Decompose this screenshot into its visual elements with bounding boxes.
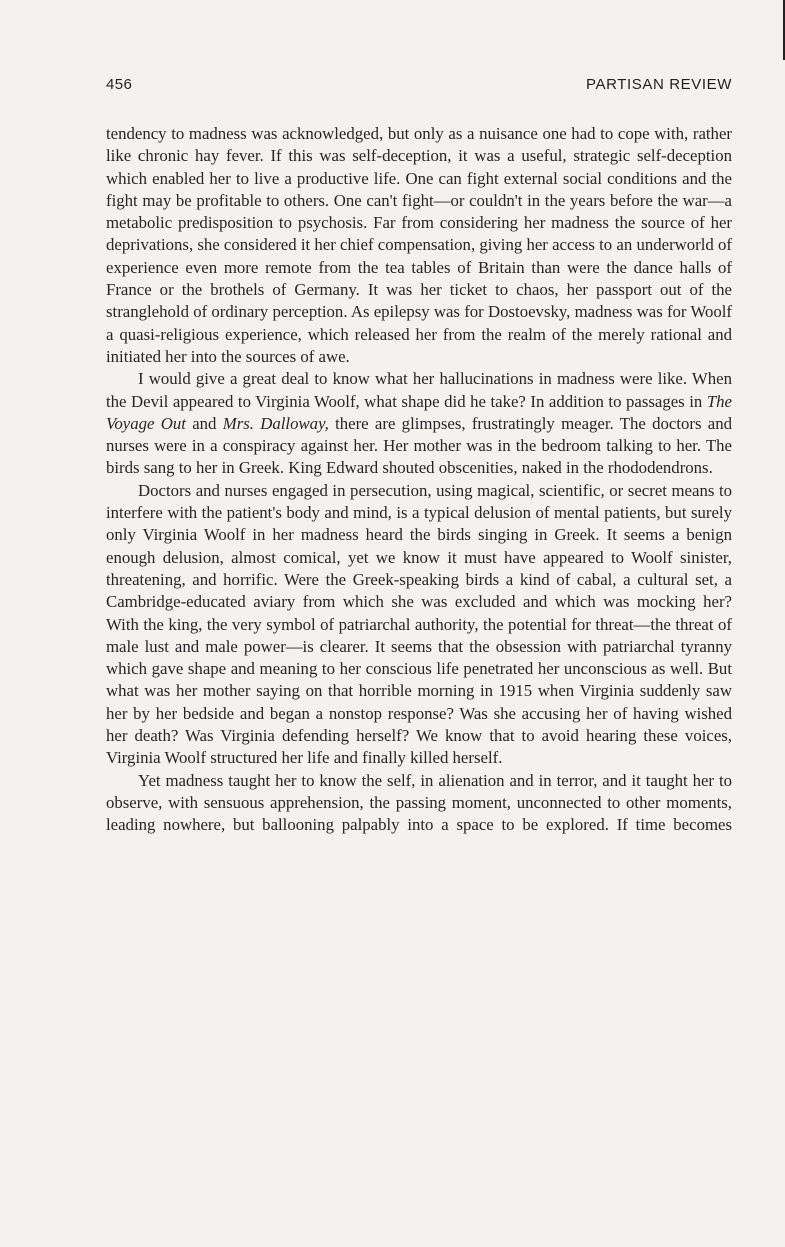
running-head	[106, 76, 732, 98]
paragraph-2-text-after: there are glimpses, frustratingly meager. The doctors and nurses were in a conspiracy against her. Her mother was in the bedroom talking to her. The birds sang to her in Greek. King Edward shouted obscenities, naked in the rhododendrons.	[106, 413, 733, 478]
page-number: 456	[106, 76, 133, 93]
body-text	[106, 123, 732, 837]
paragraph-4: Yet madness taught her to know the self, in alienation and in terror, and it taught her to observe, with sensuous apprehension, the passing moment, unconnected to other moments, leading nowhere, but ballooning palpably into a space to be explored. If time becomes	[106, 770, 732, 835]
paragraph-2-text-before: I would give a great deal to know what her hallucinations in madness were like. When the Devil appeared to Virginia Woolf, what shape did he take? In addition to passages in	[106, 369, 732, 411]
book-title-mrs-dalloway: Mrs. Dalloway,	[222, 413, 329, 433]
paragraph-2	[106, 368, 732, 479]
book-title-voyage-out: The Voyage Out	[106, 391, 732, 433]
journal-title: PARTISAN REVIEW	[586, 76, 732, 93]
paragraph-3: Doctors and nurses engaged in persecution, using magical, scientific, or secret means to interfere with the patient's body and mind, is a typical delusion of mental patients, but surely only Virginia Woolf in her madness heard the birds singing in Greek. It seems a benign enough delusion, almost comical, yet we know it must have appeared to Woolf sinister, threatening, and horrific. Were the Greek-speaking birds a kind of cabal, a cultural set, a Cambridge-educated aviary from which she was excluded and which was mocking her? With the king, the very symbol of patriarchal authority, the potential for threat—the threat of male lust and male power—is clearer. It seems that the obsession with patriarchal tyranny which gave shape and meaning to her conscious life penetrated her unconscious as well. But what was her mother saying on that horrible morning in 1915 when Virginia suddenly saw her by her bedside and began a nonstop response? Was she accusing her of having wished her death? Was Virginia defending herself? We know that to avoid hearing these voices, Virginia Woolf structured her life and finally killed herself.	[106, 480, 732, 768]
paragraph-2-text-middle: and	[185, 413, 223, 433]
paragraph-1: tendency to madness was acknowledged, but only as a nuisance one had to cope with, rather like chronic hay fever. If this was self-deception, it was a useful, strategic self-deception which enabled her to live a productive life. One can fight external social conditions and the fight may be profitable to others. One can't fight—or couldn't in the years before the war—a metabolic predisposition to psychosis. Far from considering her madness the source of her deprivations, she considered it her chief compensation, giving her access to an underworld of experience even more remote from the tea tables of Britain than were the dance halls of France or the brothels of Germany. It was her ticket to chaos, her passport out of the stranglehold of ordinary perception. As epilepsy was for Dostoevsky, madness was for Woolf a quasi-religious experience, which released her from the realm of the merely rational and initiated her into the sources of awe.	[106, 124, 732, 366]
